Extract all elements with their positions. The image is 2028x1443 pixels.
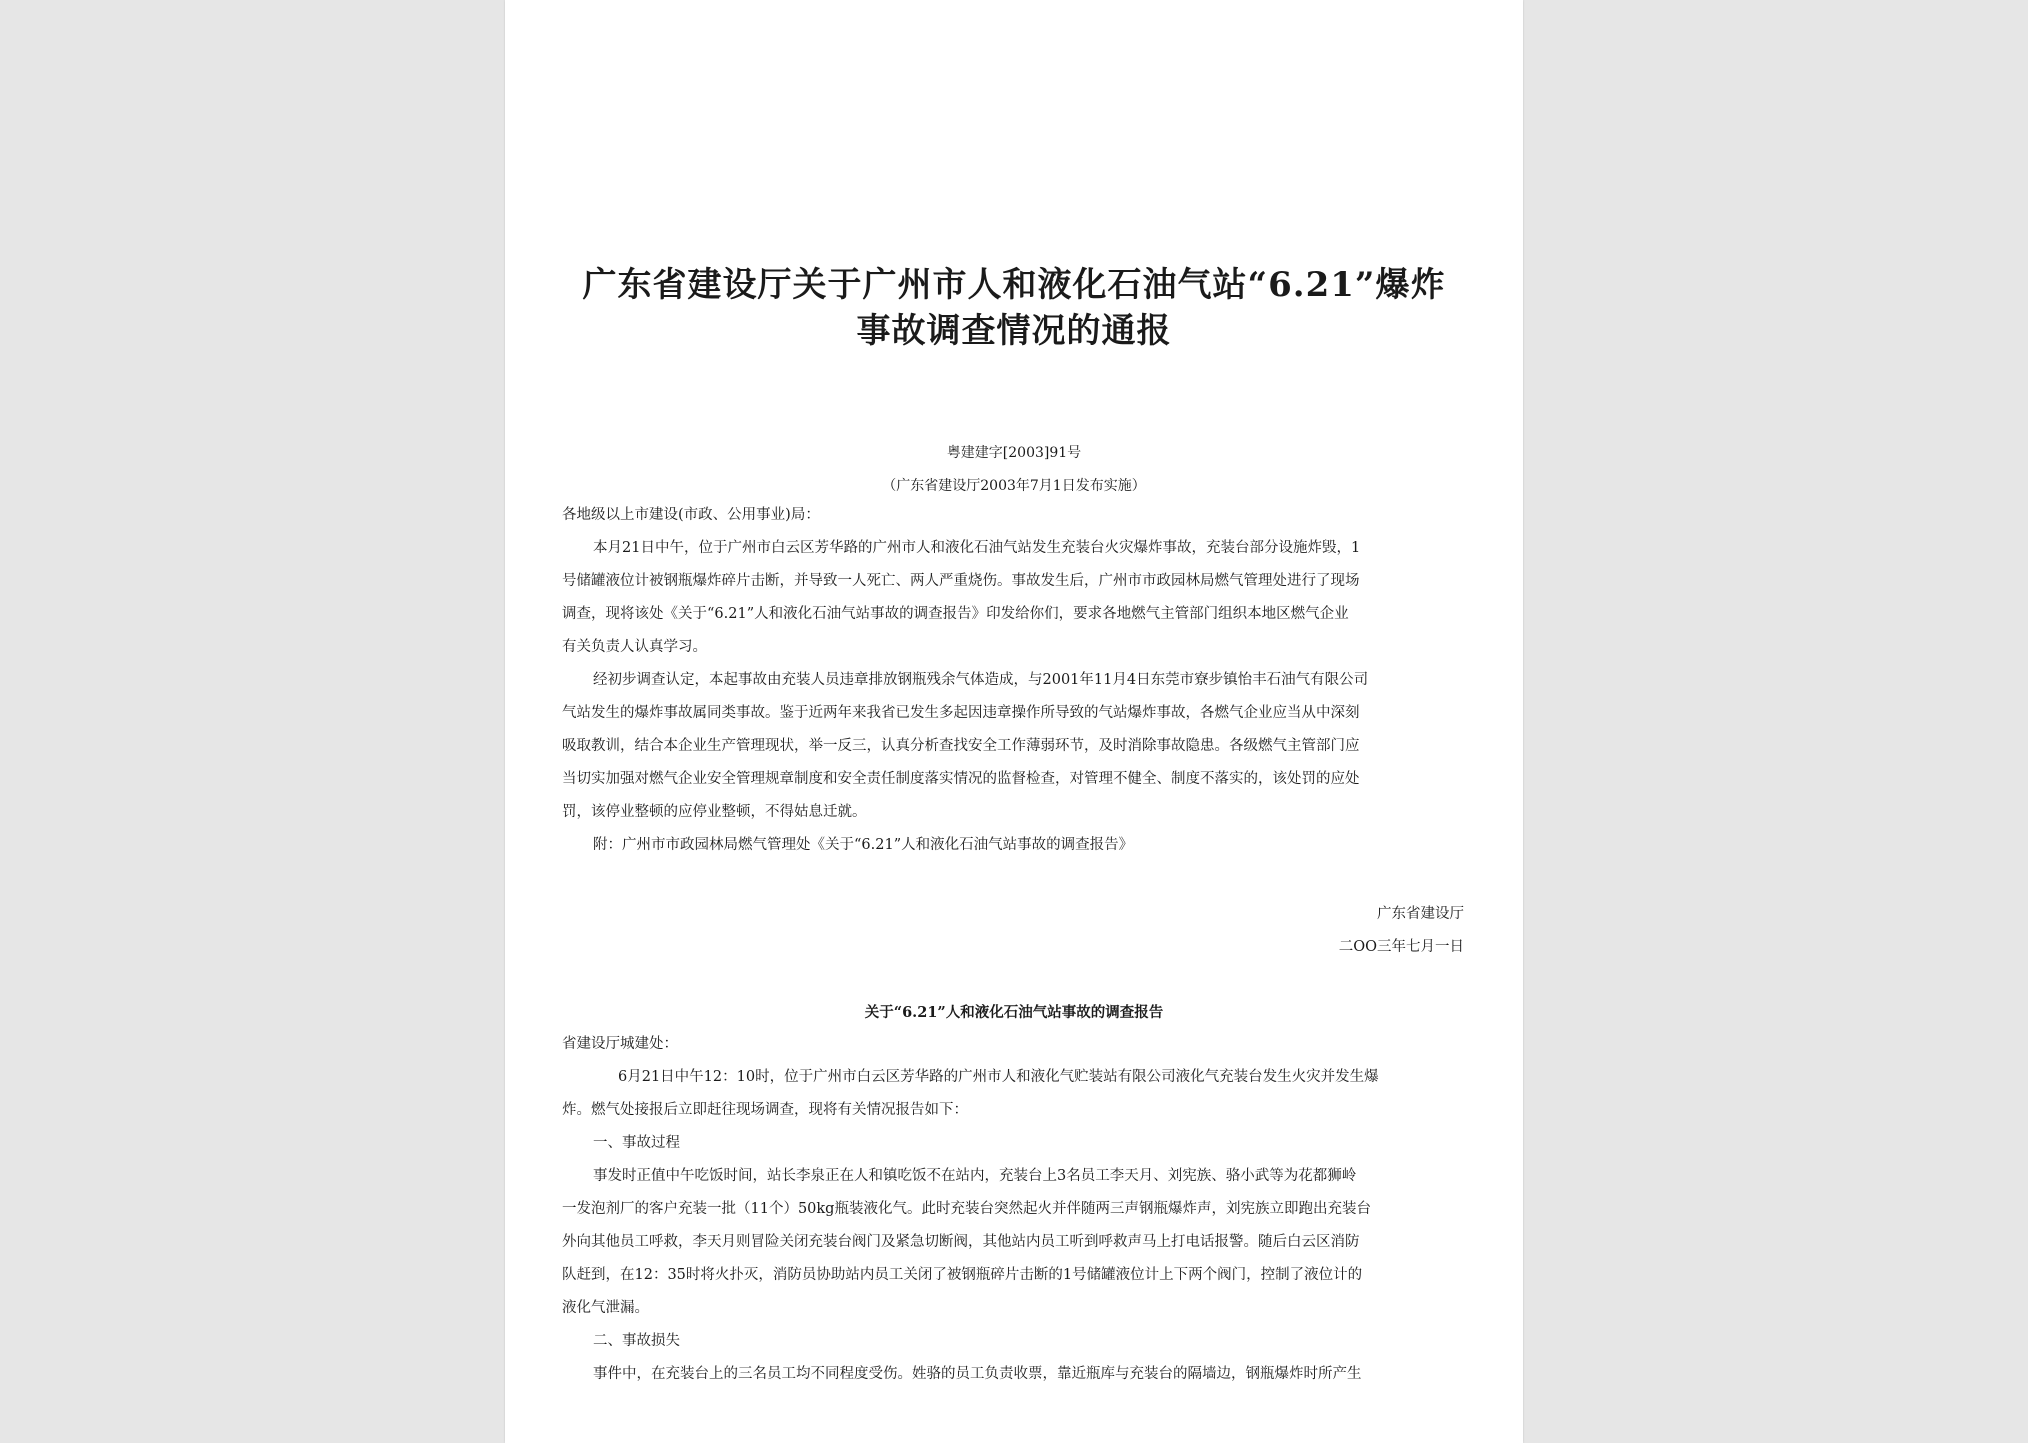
section-heading: 二、事故损失 <box>593 1333 680 1349</box>
report-title: 关于“6.21”人和液化石油气站事故的调查报告 <box>864 1004 1164 1021</box>
para1-line: 调查，现将该处《关于“6.21”人和液化石油气站事故的调查报告》印发给你们，要求各地燃气主管部门组织本地区燃气企业 <box>562 606 1349 622</box>
report-addressee: 省建设厅城建处： <box>562 1036 678 1052</box>
attachment-note: 附：广州市市政园林局燃气管理处《关于“6.21”人和液化石油气站事故的调查报告》 <box>593 837 1134 853</box>
document-title <box>545 262 1483 354</box>
para2-line: 罚，该停业整顿的应停业整顿，不得姑息迁就。 <box>562 804 867 820</box>
document-page <box>505 0 1523 1443</box>
section1-line: 事发时正值中午吃饭时间，站长李泉正在人和镇吃饭不在站内，充装台上3名员工李天月、刘宪族、骆小武等为花都狮岭 <box>593 1168 1357 1184</box>
section-heading: 一、事故过程 <box>593 1135 680 1151</box>
para1-line: 本月21日中午，位于广州市白云区芳华路的广州市人和液化石油气站发生充装台火灾爆炸事故，充装台部分设施炸毁，1 <box>593 540 1361 556</box>
section2-line: 事件中，在充装台上的三名员工均不同程度受伤。姓骆的员工负责收票，靠近瓶库与充装台的隔墙边，钢瓶爆炸时所产生 <box>593 1366 1362 1382</box>
section1-line: 外向其他员工呼救，李天月则冒险关闭充装台阀门及紧急切断阀，其他站内员工听到呼救声马上打电话报警。随后白云区消防 <box>562 1234 1360 1250</box>
signature-org: 广东省建设厅 <box>1377 906 1464 922</box>
para2-line: 经初步调查认定，本起事故由充装人员违章排放钢瓶残余气体造成，与2001年11月4日东莞市寮步镇怡丰石油气有限公司 <box>593 672 1369 688</box>
report-intro-line: 炸。燃气处接报后立即赶往现场调查，现将有关情况报告如下： <box>562 1102 968 1118</box>
title-line-1: 广东省建设厅关于广州市人和液化石油气站“6.21”爆炸 <box>582 265 1446 305</box>
addressee: 各地级以上市建设(市政、公用事业)局： <box>562 507 820 523</box>
title-line-2: 事故调查情况的通报 <box>856 311 1172 351</box>
para1-line: 有关负责人认真学习。 <box>562 639 707 655</box>
section1-line: 队赶到，在12：35时将火扑灭，消防员协助站内员工关闭了被钢瓶碎片击断的1号储罐液位计上下两个阀门，控制了液位计的 <box>562 1267 1363 1283</box>
report-intro-line: 6月21日中午12：10时，位于广州市白云区芳华路的广州市人和液化气贮装站有限公司液化气充装台发生火灾并发生爆 <box>618 1069 1379 1085</box>
section1-line: 一发泡剂厂的客户充装一批（11个）50kg瓶装液化气。此时充装台突然起火并伴随两三声钢瓶爆炸声，刘宪族立即跑出充装台 <box>562 1201 1371 1217</box>
issue-note: （广东省建设厅2003年7月1日发布实施） <box>882 478 1146 494</box>
para2-line: 当切实加强对燃气企业安全管理规章制度和安全责任制度落实情况的监督检查，对管理不健全、制度不落实的，该处罚的应处 <box>562 771 1360 787</box>
section1-line: 液化气泄漏。 <box>562 1300 649 1316</box>
para2-line: 气站发生的爆炸事故属同类事故。鉴于近两年来我省已发生多起因违章操作所导致的气站爆炸事故，各燃气企业应当从中深刻 <box>562 705 1360 721</box>
document-number: 粤建建字[2003]91号 <box>946 445 1082 461</box>
signature-date: 二OO三年七月一日 <box>1338 939 1464 955</box>
para2-line: 吸取教训，结合本企业生产管理现状，举一反三，认真分析查找安全工作薄弱环节，及时消除事故隐患。各级燃气主管部门应 <box>562 738 1360 754</box>
para1-line: 号储罐液位计被钢瓶爆炸碎片击断，并导致一人死亡、两人严重烧伤。事故发生后，广州市市政园林局燃气管理处进行了现场 <box>562 573 1360 589</box>
